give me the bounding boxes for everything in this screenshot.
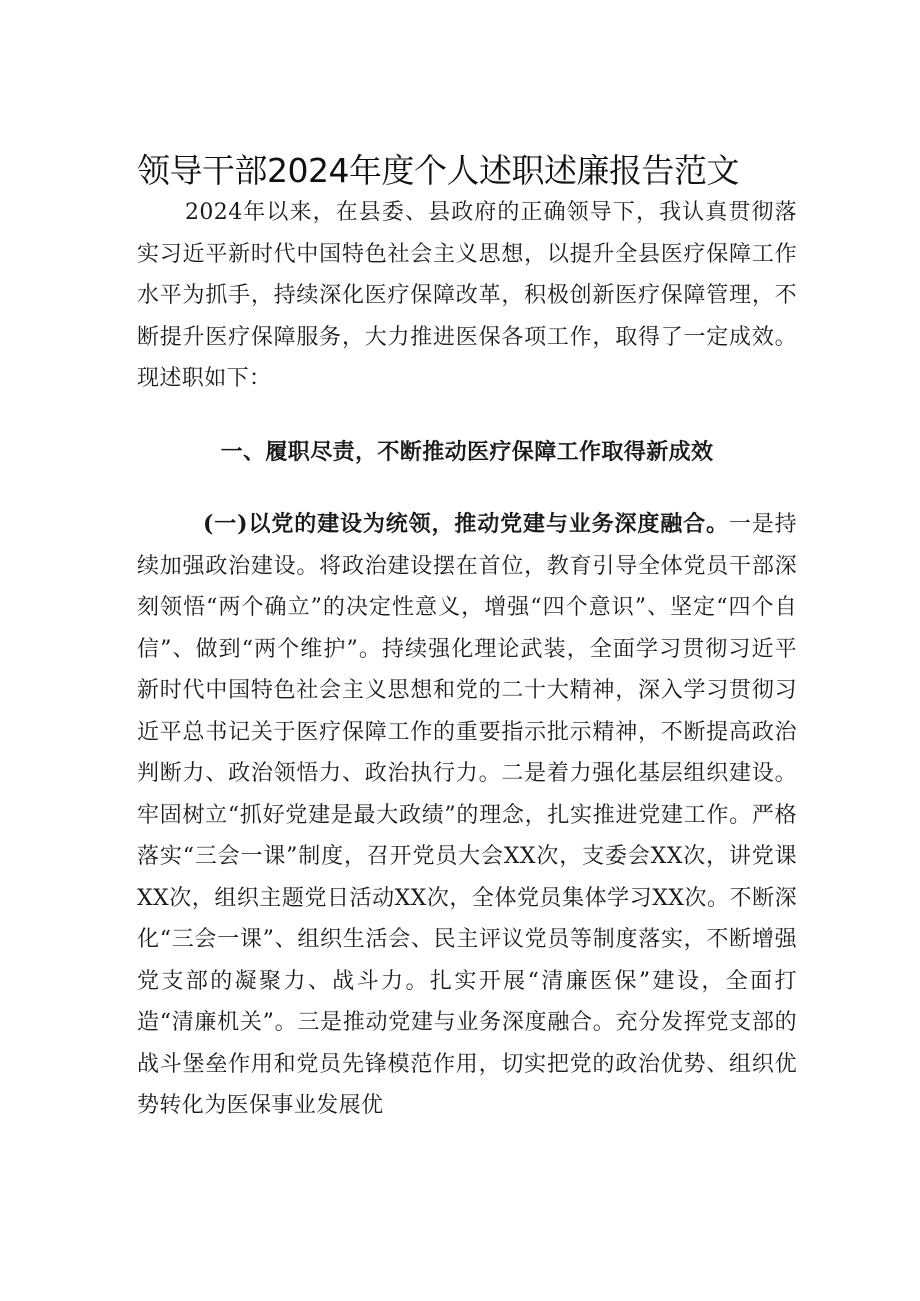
subsection-body: 一是持续加强政治建设。将政治建设摆在首位，教育引导全体党员干部深刻领悟“两个确立”的决定性意义，增强“四个意识”、坚定“四个自信”、做到“两个维护”。持续强化理论武装，全面学习贯彻习近平新时代中国特色社会主义思想和党的二十大精神，深入学习贯彻习近平总书记关于医疗保障工作的重要指示批示精神，不断提高政治判断力、政治领悟力、政治执行力。二是着力强化基层组织建设。牢固树立“抓好党建是最大政绩”的理念，扎实推进党建工作。严格落实“三会一课”制度，召开党员大会XX次，支委会XX次，讲党课XX次，组织主题党日活动XX次，全体党员集体学习XX次。不断深化“三会一课”、组织生活会、民主评议党员等制度落实，不断增强党支部的凝聚力、战斗力。扎实开展“清廉医保”建设，全面打造“清廉机关”。三是推动党建与业务深度融合。充分发挥党支部的战斗堡垒作用和党员先锋模范作用，切实把党的政治优势、组织优势转化为医保事业发展优 — [137, 512, 797, 1118]
section-heading: 一、履职尽责，不断推动医疗保障工作取得新成效 — [220, 439, 714, 465]
intro-paragraph: 2024年以来，在县委、县政府的正确领导下，我认真贯彻落实习近平新时代中国特色社会主义思想，以提升全县医疗保障工作水平为抓手，持续深化医疗保障改革，积极创新医疗保障管理，不断提升医疗保障服务，大力推进医保各项工作，取得了一定成效。现述职如下： — [137, 200, 797, 391]
document-title: 领导干部2024年度个人述职述廉报告范文 — [137, 151, 739, 190]
section-paragraph — [137, 504, 797, 1127]
subsection-lead: (一)以党的建设为统领，推动党建与业务深度融合。 — [203, 511, 729, 537]
